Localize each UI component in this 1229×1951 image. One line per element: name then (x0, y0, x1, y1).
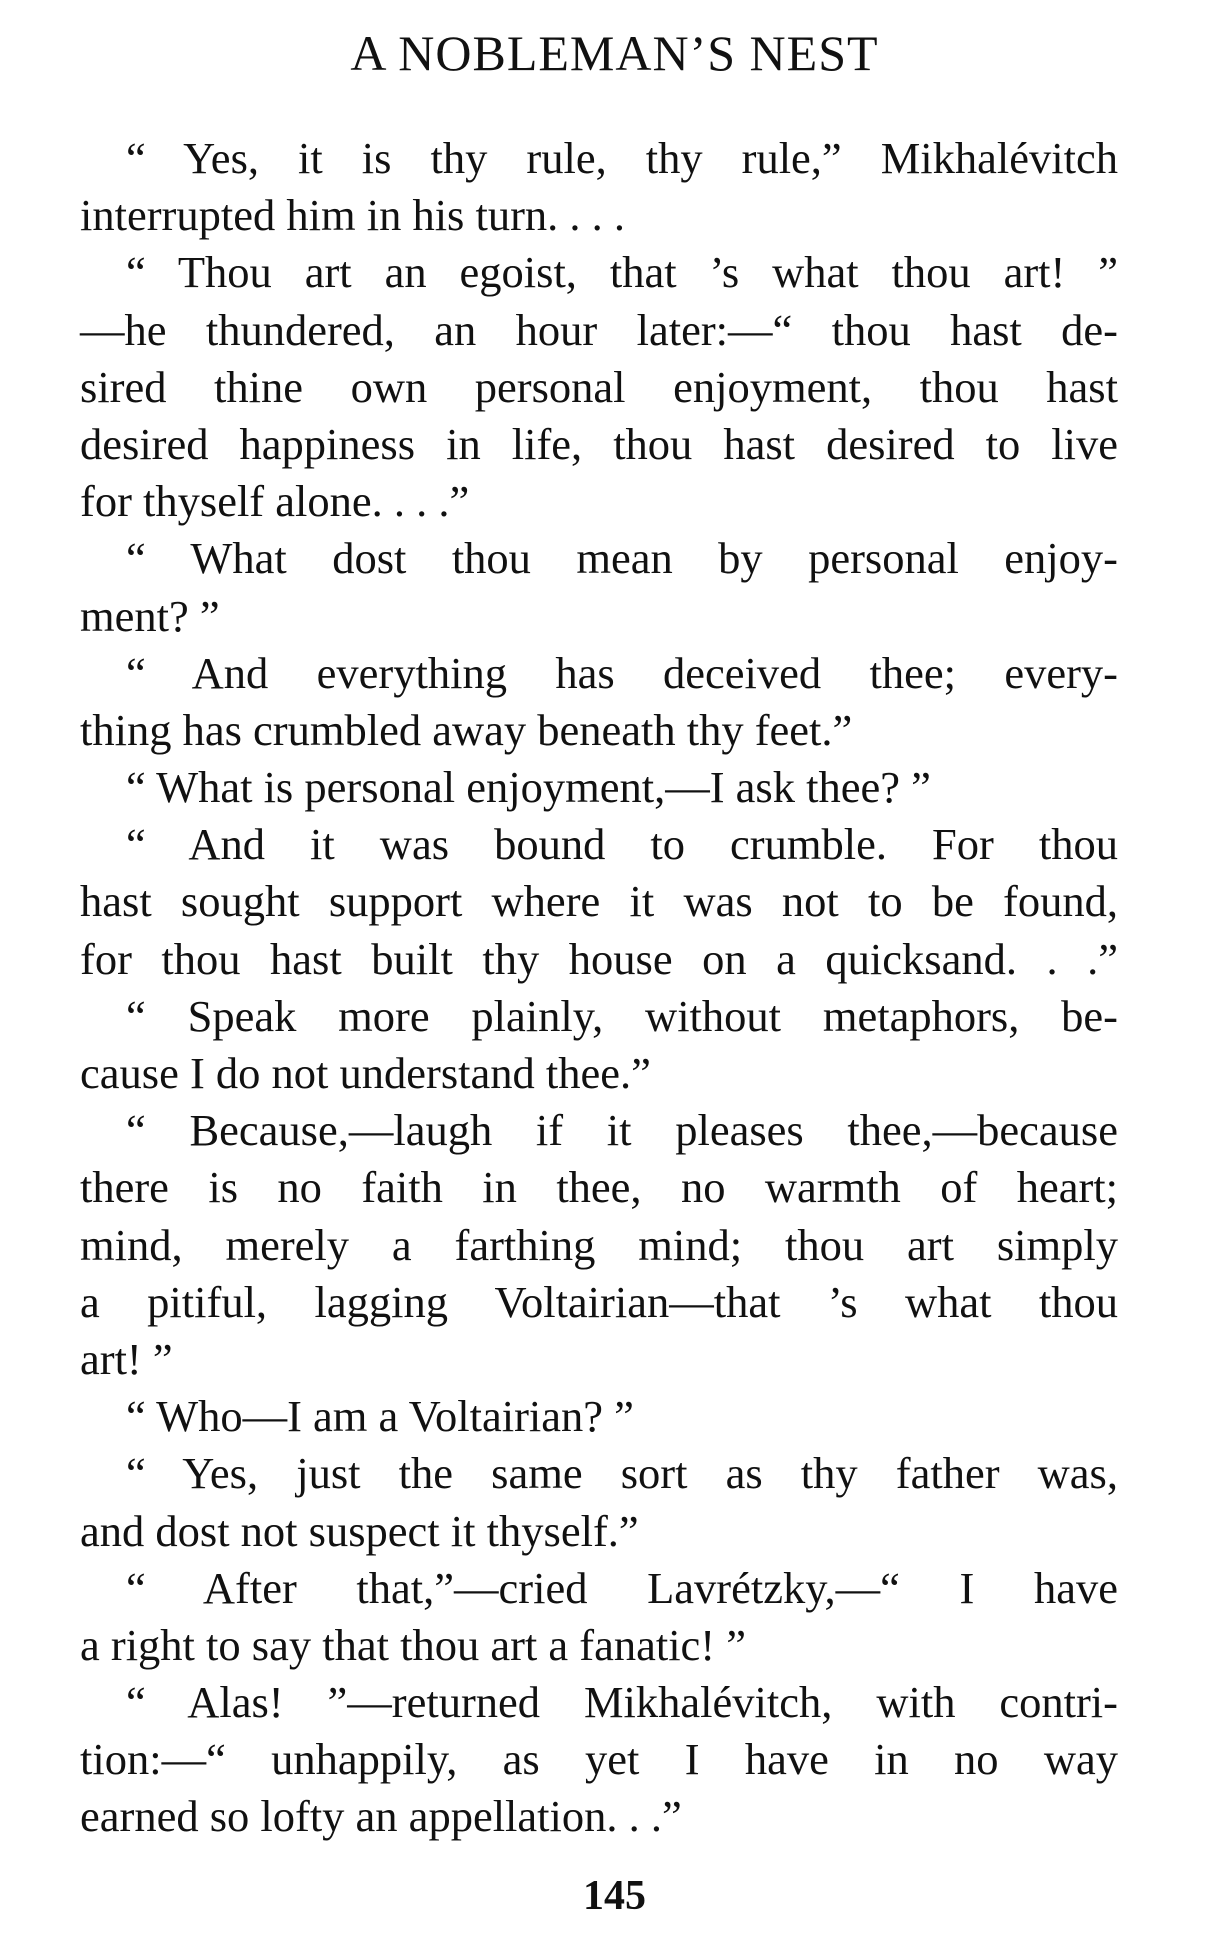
text-line: “ Yes, just the same sort as thy father was, (126, 1448, 1118, 1499)
text-line: “ What dost thou mean by personal enjoy- (126, 533, 1118, 584)
text-line: —he thundered, an hour later:—“ thou hast de- (80, 304, 1118, 355)
text-line: for thyself alone. . . .” (80, 476, 470, 527)
text-line: a right to say that thou art a fanatic! ” (80, 1619, 747, 1670)
text-line: “ Yes, it is thy rule, thy rule,” Mikhalévitch (126, 133, 1118, 183)
page-number: 145 (583, 1873, 646, 1919)
text-line: and dost not suspect it thyself.” (80, 1505, 639, 1556)
text-line: hast sought support where it was not to be found, (80, 876, 1118, 927)
text-line: a pitiful, lagging Voltairian—that ’s what thou (80, 1276, 1118, 1327)
text-line: cause I do not understand thee.” (80, 1048, 651, 1098)
text-line: “ And everything has deceived thee; every- (126, 647, 1118, 698)
text-line: thing has crumbled away beneath thy feet.” (80, 704, 853, 755)
text-line: earned so lofty an appellation. . .” (80, 1791, 682, 1842)
text-line: for thou hast built thy house on a quicksand. . .” (80, 933, 1118, 984)
text-line: “ Alas! ”—returned Mikhalévitch, with contri- (126, 1677, 1118, 1728)
running-head: A NOBLEMAN’S NEST (350, 25, 879, 81)
text-line: ment? ” (80, 590, 220, 641)
text-line: sired thine own personal enjoyment, thou hast (80, 361, 1118, 412)
text-line: “ Who—I am a Voltairian? ” (126, 1391, 634, 1442)
text-line: art! ” (80, 1333, 173, 1384)
text-line: mind, merely a farthing mind; thou art simply (80, 1219, 1118, 1270)
text-line: “ And it was bound to crumble. For thou (126, 819, 1118, 870)
text-line: “ Because,—laugh if it pleases thee,—because (126, 1105, 1118, 1156)
text-line: there is no faith in thee, no warmth of heart; (80, 1162, 1118, 1213)
text-line: “ What is personal enjoyment,—I ask thee? ” (126, 762, 931, 813)
text-line: desired happiness in life, thou hast desired to live (80, 418, 1118, 469)
text-line: “ Speak more plainly, without metaphors, be- (126, 990, 1118, 1041)
text-line: interrupted him in his turn. . . . (80, 190, 626, 241)
body-text (80, 130, 1118, 1846)
text-line: “ Thou art an egoist, that ’s what thou art! ” (126, 247, 1118, 298)
text-line: “ After that,”—cried Lavrétzky,—“ I have (126, 1562, 1118, 1613)
text-line: tion:—“ unhappily, as yet I have in no way (80, 1734, 1118, 1785)
